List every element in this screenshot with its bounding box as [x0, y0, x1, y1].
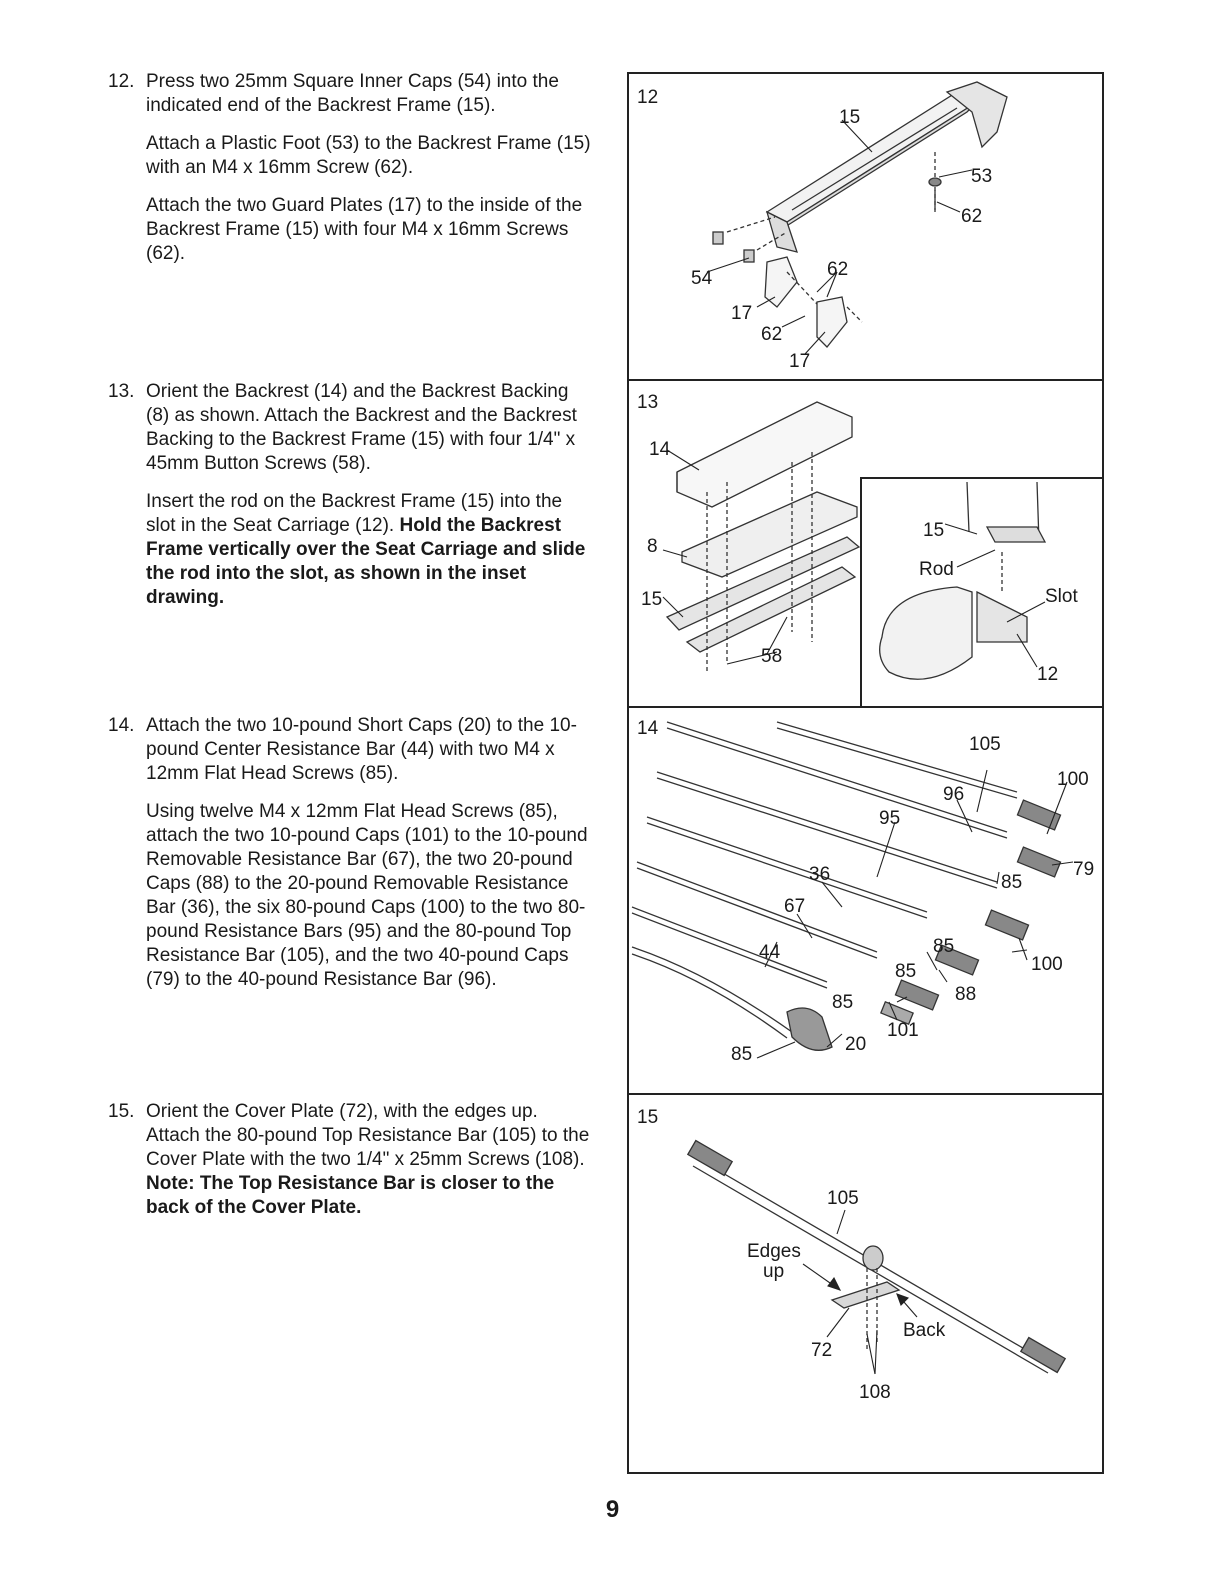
part-label: up [763, 1261, 785, 1282]
part-label: 62 [827, 259, 849, 280]
bold-note: Note: The Top Resistance Bar is closer to the back of the Cover Plate. [146, 1173, 555, 1218]
part-label: 85 [731, 1044, 753, 1065]
part-label: 85 [832, 992, 854, 1013]
step-number: 13. [108, 381, 135, 402]
part-label: 108 [859, 1382, 891, 1403]
step-number: 14. [108, 715, 135, 736]
step-paragraph: Using twelve M4 x 12mm Flat Head Screws (85), attach the two 10-pound Caps (101) to the 10-pound Removable Resistance Bar (67), the two 20-pound Caps (88) to the 20-pound Removable Resistance Bar (36), the six 80-pound Caps (100) to the two 80-pound Resistance Bars (95) and the 80-pound Top Resistance Bar (105), and the two 40-pound Caps (79) to the 40-pound Resistance Bar (96). [146, 801, 588, 990]
part-label: 54 [691, 268, 713, 289]
diagram-12 [637, 82, 1007, 372]
step-paragraph: Orient the Backrest (14) and the Backrest Backing (8) as shown. Attach the Backrest and the Backrest Backing to the Backrest Frame (15) with four 1/4" x 45mm Button Screws (58). [146, 381, 577, 474]
part-label: 100 [1057, 769, 1089, 790]
part-label: 44 [759, 942, 781, 963]
step-14 [108, 714, 593, 1006]
part-label: 72 [811, 1340, 833, 1361]
step-number: 12. [108, 71, 135, 92]
inset-label: Rod [919, 559, 954, 580]
part-label: 100 [1031, 954, 1063, 975]
diagram-step-number: 14 [637, 718, 659, 739]
diagram-step-number: 13 [637, 392, 659, 413]
part-label: 15 [839, 107, 861, 128]
diagram-13 [637, 392, 1078, 685]
diagram-15 [637, 1107, 1065, 1403]
part-label: Back [903, 1320, 946, 1341]
part-label: 101 [887, 1020, 919, 1041]
diagram-14 [632, 718, 1094, 1065]
part-label: 85 [895, 961, 917, 982]
bold-instruction: Hold the Backrest Frame vertically over the Seat Carriage and slide the rod into the slot, as shown in the inset drawing. [146, 515, 586, 608]
step-paragraph: Attach the two 10-pound Short Caps (20) to the 10-pound Center Resistance Bar (44) with two M4 x 12mm Flat Head Screws (85). [146, 715, 577, 784]
step-paragraph: Attach a Plastic Foot (53) to the Backrest Frame (15) with an M4 x 16mm Screw (62). [146, 133, 591, 178]
step-12 [108, 70, 593, 280]
page-number: 9 [605, 1496, 620, 1523]
step-paragraph: Attach the two Guard Plates (17) to the inside of the Backrest Frame (15) with four M4 x 16mm Screws (62). [146, 195, 583, 264]
step-paragraph: Press two 25mm Square Inner Caps (54) into the indicated end of the Backrest Frame (15). [146, 71, 559, 116]
part-label: 62 [961, 206, 983, 227]
part-label: 58 [761, 646, 783, 667]
part-label: 17 [789, 351, 811, 372]
step-paragraph: Orient the Cover Plate (72), with the edges up. Attach the 80-pound Top Resistance Bar (105) to the Cover Plate with the two 1/4" x 25mm Screws (108). Note: The Top Resistance Bar is closer to the back of the Cover Plate. [146, 1101, 590, 1218]
part-label: 53 [971, 166, 993, 187]
part-label: 85 [933, 936, 955, 957]
diagram-step-number: 15 [637, 1107, 659, 1128]
part-label: 85 [1001, 872, 1023, 893]
diagram-step-number: 12 [637, 87, 659, 108]
inset-label: 15 [923, 520, 945, 541]
part-label: 62 [761, 324, 783, 345]
part-label: 15 [641, 589, 663, 610]
inset-label: 12 [1037, 664, 1059, 685]
part-label: 95 [879, 808, 901, 829]
part-label: 79 [1073, 859, 1095, 880]
part-label: 8 [647, 536, 658, 557]
step-paragraph: Insert the rod on the Backrest Frame (15) into the slot in the Seat Carriage (12). Hold the Backrest Frame vertically over the Seat Carriage and slide the rod into the slot, as shown in the inset drawing. [146, 491, 586, 608]
part-label: 105 [827, 1188, 859, 1209]
part-label: 96 [943, 784, 965, 805]
part-label: 36 [809, 864, 831, 885]
assembly-diagrams [627, 72, 1104, 1474]
step-number: 15. [108, 1101, 135, 1122]
step-15 [108, 1100, 593, 1234]
inset-label: Slot [1045, 586, 1078, 607]
step-13 [108, 380, 593, 624]
part-label: 105 [969, 734, 1001, 755]
part-label: 14 [649, 439, 671, 460]
part-label: Edges [747, 1241, 801, 1262]
part-label: 17 [731, 303, 753, 324]
part-label: 67 [784, 896, 806, 917]
part-label: 88 [955, 984, 977, 1005]
part-label: 20 [845, 1034, 867, 1055]
